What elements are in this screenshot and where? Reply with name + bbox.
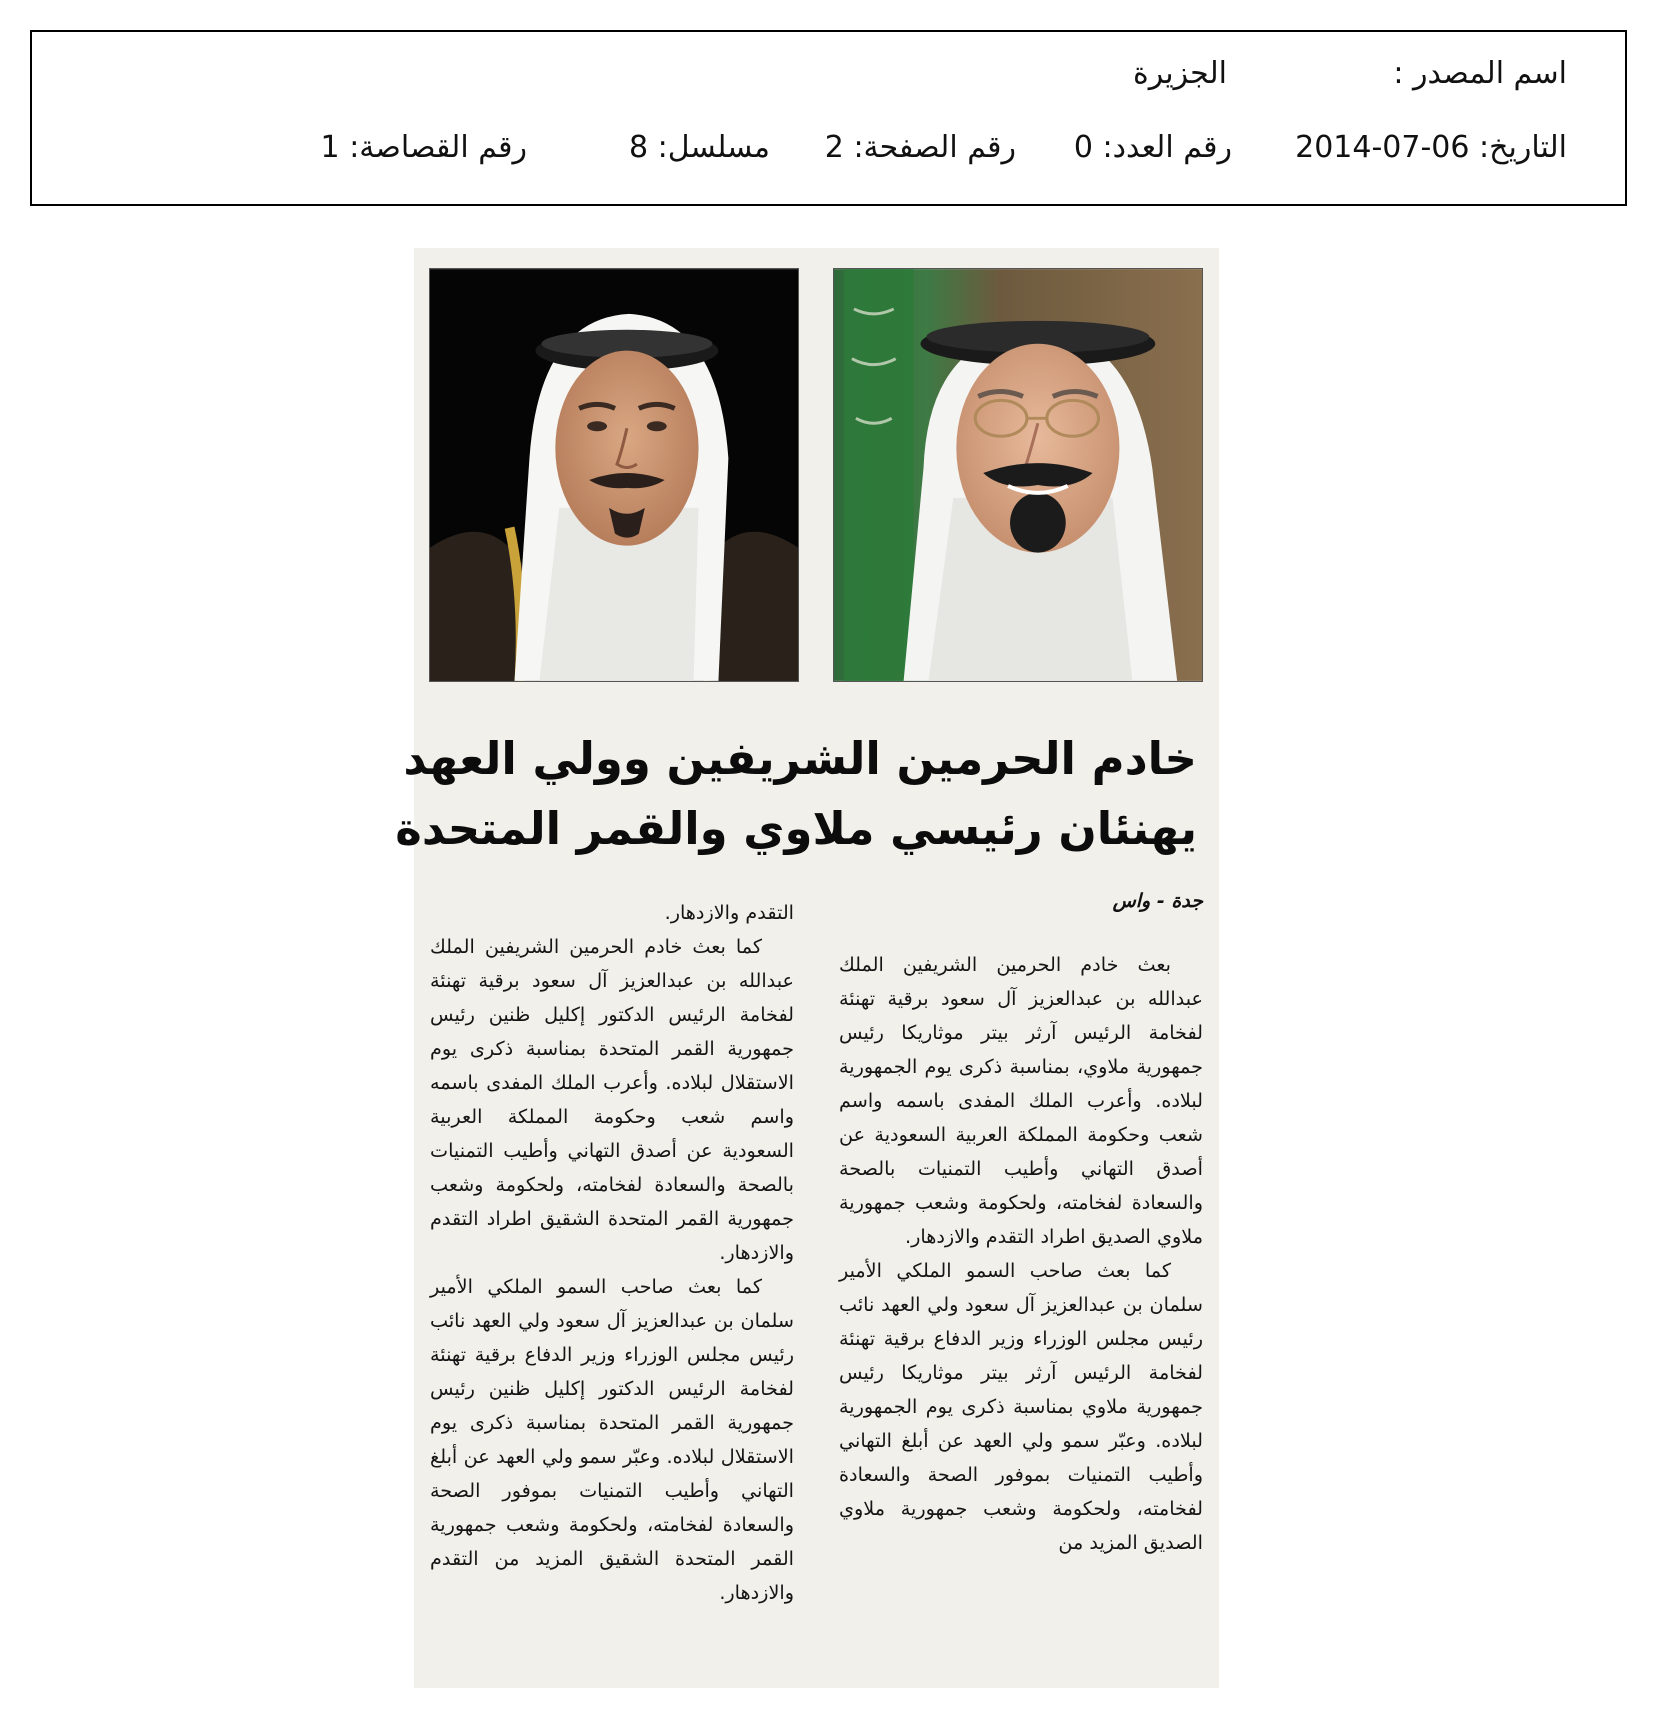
- metadata-header: [30, 30, 1627, 206]
- news-clipping: [395, 248, 1219, 1688]
- paragraph: كما بعث صاحب السمو الملكي الأمير سلمان بن عبدالعزيز آل سعود ولي العهد نائب رئيس مجلس الوزراء وزير الدفاع برقية تهنئة لفخامة الرئيس الدكتور إكليل ظنين رئيس جمهورية القمر المتحدة بمناسبة ذكرى يوم الاستقلال لبلاده. وعبّر سمو ولي العهد عن أبلغ التهاني وأطيب التمنيات بموفور الصحة والسعادة لفخامته، ولحكومة وشعب جمهورية القمر المتحدة الشقيق المزيد من التقدم والازدهار.: [430, 1275, 794, 1604]
- page-value: 2: [824, 130, 844, 165]
- page-label: رقم الصفحة:: [853, 130, 1016, 165]
- page-field: [825, 128, 1016, 168]
- clip-label: رقم القصاصة:: [349, 130, 527, 165]
- paragraph: بعث خادم الحرمين الشريفين الملك عبدالله بن عبدالعزيز آل سعود برقية تهنئة لفخامة الرئيس آرثر بيتر موثاريكا رئيس جمهورية ملاوي، بمناسبة ذكرى يوم الجمهورية لبلاده. وأعرب الملك المفدى باسمه واسم شعب وحكومة المملكة العربية السعودية عن أصدق التهاني وأطيب التمنيات بالصحة والسعادة لفخامته، ولحكومة وشعب جمهورية ملاوي الصديق اطراد التقدم والازدهار.: [839, 953, 1203, 1248]
- serial-field: [629, 128, 770, 168]
- article-column-left: [430, 896, 794, 1610]
- source-value: الجزيرة: [1132, 56, 1227, 91]
- metadata-row-details: [32, 128, 1625, 168]
- clip-field: [321, 128, 527, 168]
- headline-line-2: يهنئان رئيسي ملاوي والقمر المتحدة: [395, 802, 1197, 855]
- portrait-photo-left: [429, 268, 799, 682]
- paragraph: كما بعث صاحب السمو الملكي الأمير سلمان بن عبدالعزيز آل سعود ولي العهد نائب رئيس مجلس الوزراء وزير الدفاع برقية تهنئة لفخامة الرئيس آرثر بيتر موثاريكا رئيس جمهورية ملاوي بمناسبة ذكرى يوم الجمهورية لبلاده. وعبّر سمو ولي العهد عن أبلغ التهاني وأطيب التمنيات بموفور الصحة والسعادة لفخامته، ولحكومة وشعب جمهورية ملاوي الصديق المزيد من: [839, 1259, 1203, 1554]
- headline-line-1: خادم الحرمين الشريفين وولي العهد: [403, 732, 1197, 785]
- paragraph: التقدم والازدهار.: [664, 901, 794, 924]
- date-value: 2014-07-06: [1295, 130, 1470, 165]
- source-label: اسم المصدر :: [1393, 56, 1567, 91]
- serial-value: 8: [629, 130, 649, 165]
- portrait-left-image: [430, 269, 798, 681]
- serial-label: مسلسل:: [657, 130, 770, 165]
- portrait-right-image: [834, 269, 1202, 681]
- article-headline: [395, 724, 1197, 864]
- paragraph: كما بعث خادم الحرمين الشريفين الملك عبدالله بن عبدالعزيز آل سعود برقية تهنئة لفخامة الرئيس الدكتور إكليل ظنين رئيس جمهورية القمر المتحدة بمناسبة ذكرى يوم الاستقلال لبلاده. وأعرب الملك المفدى باسمه واسم شعب وحكومة المملكة العربية السعودية عن أصدق التهاني وأطيب التمنيات بالصحة والسعادة لفخامته، ولحكومة وشعب جمهورية القمر المتحدة الشقيق اطراد التقدم والازدهار.: [430, 935, 794, 1264]
- date-label: التاريخ:: [1479, 130, 1567, 165]
- metadata-row-source: [32, 54, 1625, 94]
- date-field: [1295, 128, 1567, 168]
- issue-value: 0: [1073, 130, 1093, 165]
- issue-label: رقم العدد:: [1102, 130, 1232, 165]
- article-byline: جدة - واس: [1112, 890, 1203, 912]
- article-column-right: [839, 948, 1203, 1560]
- issue-field: [1074, 128, 1232, 168]
- clip-value: 1: [320, 130, 340, 165]
- portrait-photo-right: [833, 268, 1203, 682]
